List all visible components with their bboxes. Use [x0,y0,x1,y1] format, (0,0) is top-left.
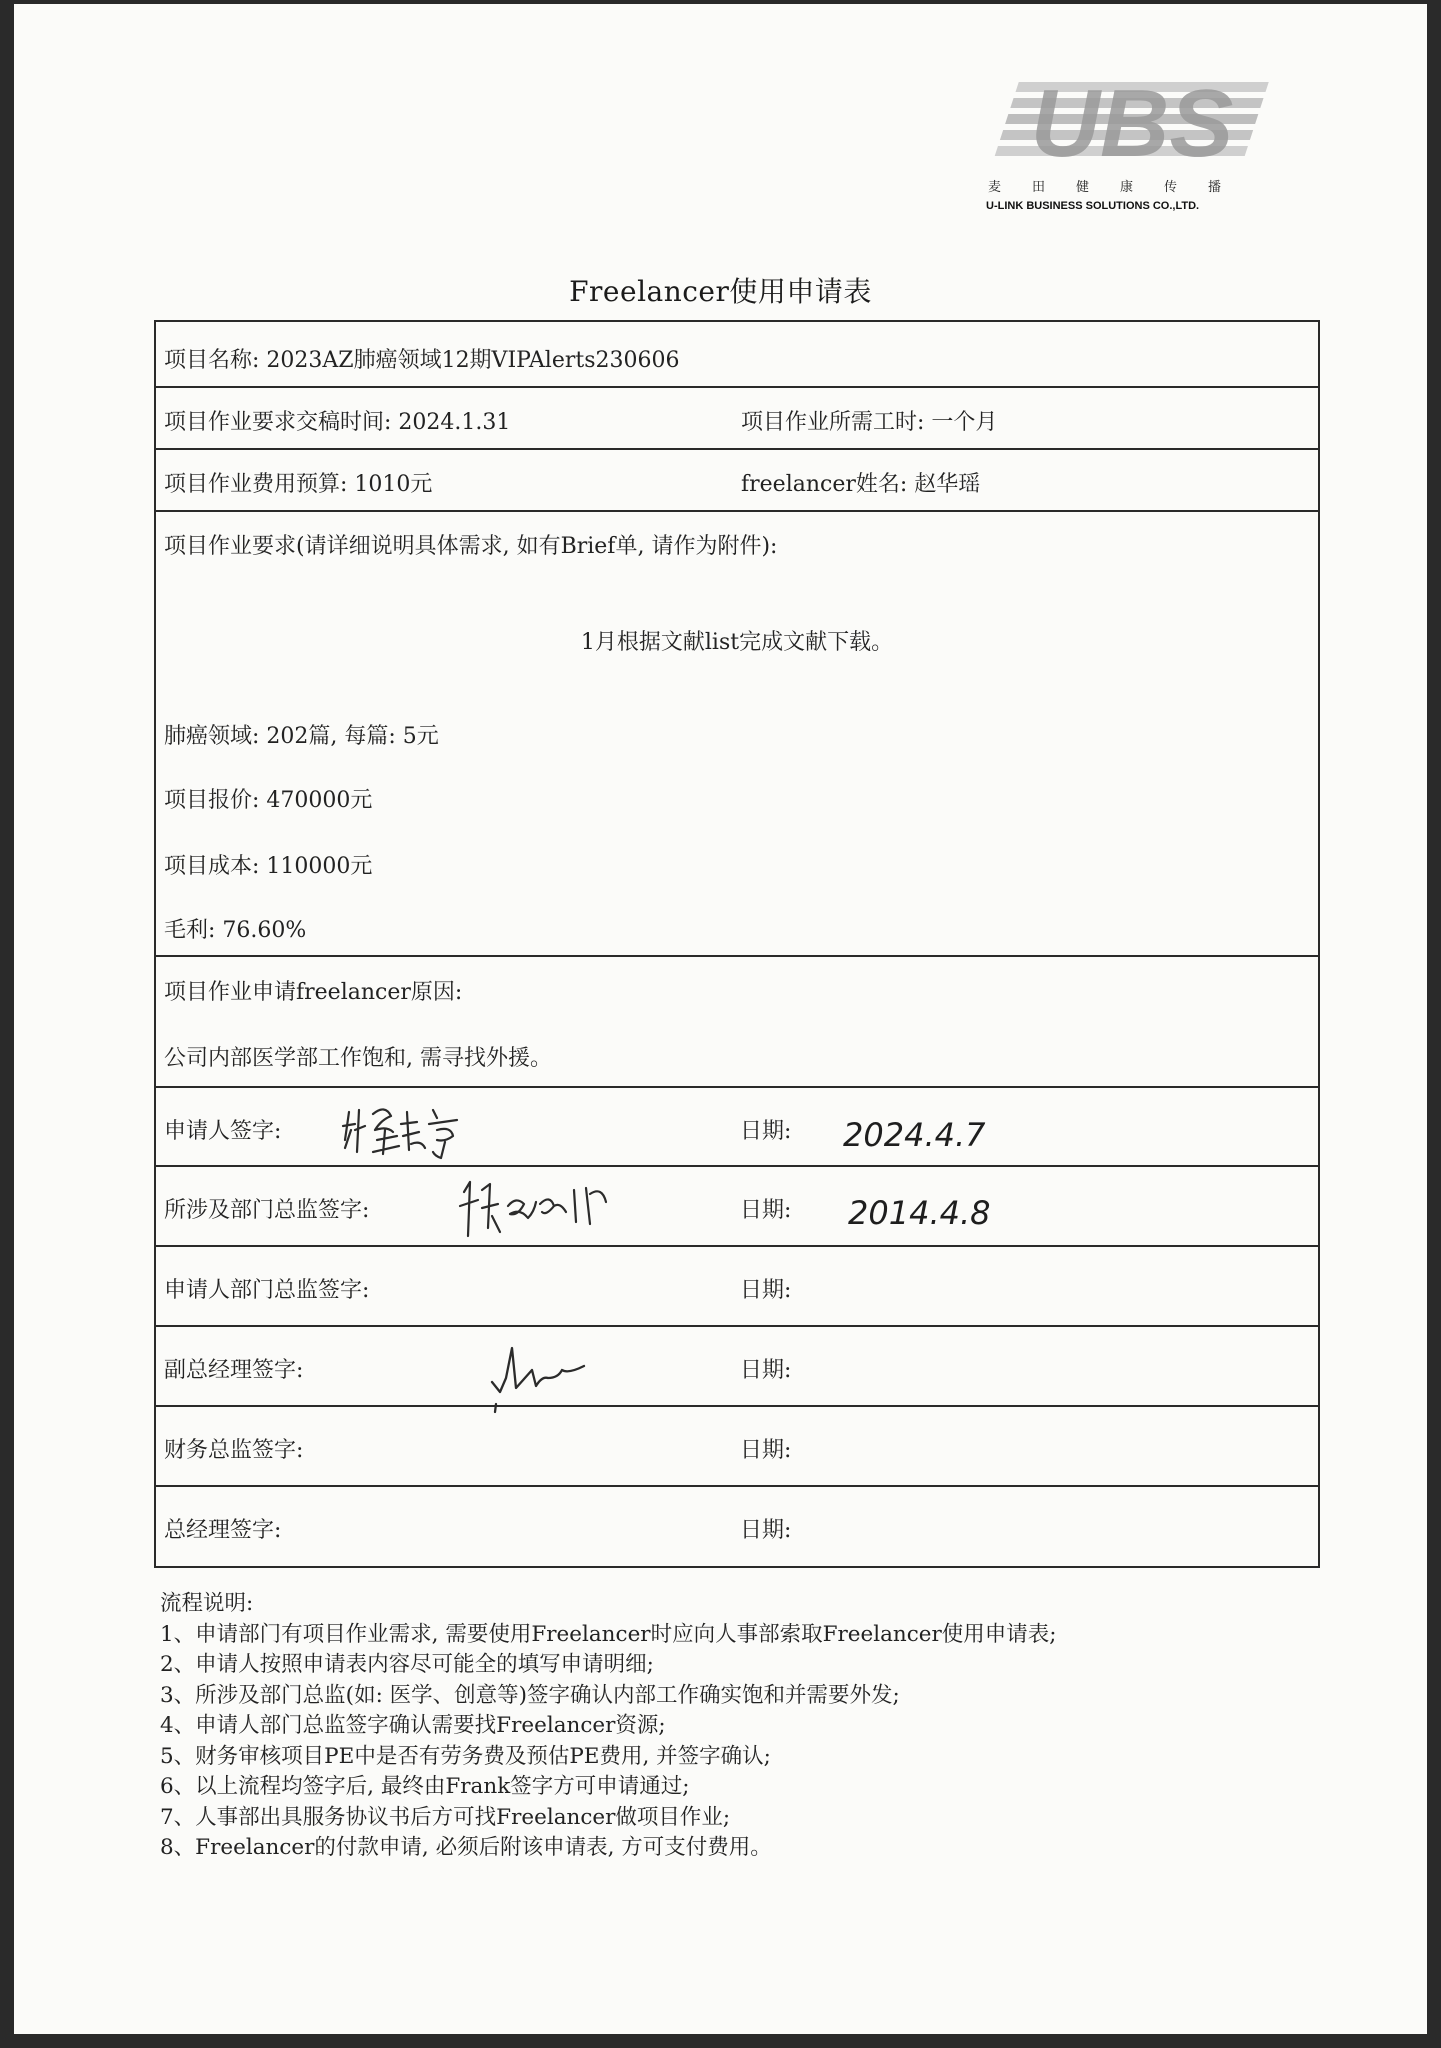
process-title: 流程说明: [160,1591,254,1616]
gm-signature-label: 总经理签字: [164,1518,282,1543]
row-divider [156,1325,1318,1327]
process-step: 6、以上流程均签字后, 最终由Frank签字方可申请通过; [160,1774,690,1799]
process-step: 3、所涉及部门总监(如: 医学、创意等)签字确认内部工作确实饱和并需要外发; [160,1682,900,1708]
date-label: 日期: [740,1119,792,1144]
project-name: 项目名称: 2023AZ肺癌领域12期VIPAlerts230606 [164,348,680,373]
form-title: Freelancer使用申请表 [569,275,872,308]
form-page [14,4,1427,2034]
process-notes [160,1589,1340,1864]
work-duration: 项目作业所需工时: 一个月 [741,410,998,435]
date-label: 日期: [740,1278,792,1303]
process-step: 2、申请人按照申请表内容尽可能全的填写申请明细; [160,1652,654,1677]
row-divider [156,1245,1318,1247]
row-divider [156,1485,1318,1487]
field-pricing: 肺癌领域: 202篇, 每篇: 5元 [164,724,439,749]
company-logo [972,72,1292,222]
applicant-signature-label: 申请人签字: [164,1119,282,1144]
applicant-dept-director-signature-label: 申请人部门总监签字: [164,1278,370,1303]
date-value: 2014.4.8 [848,1194,991,1232]
requirement-text: 1月根据文献list完成文献下载。 [580,630,894,655]
row-divider [156,386,1318,388]
gross-margin: 毛利: 76.60% [164,918,307,943]
process-step: 5、财务审核项目PE中是否有劳务费及预估PE费用, 并签字确认; [160,1743,771,1769]
freelancer-name: freelancer姓名: 赵华瑶 [741,472,981,497]
date-label: 日期: [740,1438,792,1463]
applicant-sign-date [841,1104,1021,1162]
date-label: 日期: [740,1198,792,1223]
logo-en-name: U-LINK BUSINESS SOLUTIONS CO.,LTD. [986,200,1200,212]
svg-text:UBS: UBS [1030,72,1234,172]
logo-cn-name: 麦田健康传播 [988,180,1253,195]
row-divider [156,510,1318,512]
application-form-table [154,320,1320,1568]
project-quote: 项目报价: 470000元 [164,788,373,813]
requirement-label: 项目作业要求(请详细说明具体需求, 如有Brief单, 请作为附件): [164,534,778,559]
dept-director-handwritten-signature [456,1172,616,1242]
cfo-signature-label: 财务总监签字: [164,1438,304,1463]
row-divider [156,1086,1318,1088]
date-value: 2024.4.7 [843,1116,986,1154]
process-step: 4、申请人部门总监签字确认需要找Freelancer资源; [160,1713,666,1738]
process-step: 1、申请部门有项目作业需求, 需要使用Freelancer时应向人事部索取Freelancer使用申请表; [160,1621,1057,1647]
dept-director-signature-label: 所涉及部门总监签字: [164,1198,370,1223]
process-step: 7、人事部出具服务协议书后方可找Freelancer做项目作业; [160,1804,731,1830]
vp-signature-label: 副总经理签字: [164,1358,304,1383]
applicant-handwritten-signature [341,1100,471,1160]
reason-label: 项目作业申请freelancer原因: [164,980,463,1005]
vp-handwritten-signature [486,1342,596,1414]
row-divider [156,1405,1318,1407]
project-cost: 项目成本: 110000元 [164,854,373,879]
process-step: 8、Freelancer的付款申请, 必须后附该申请表, 方可支付费用。 [160,1835,772,1860]
row-divider [156,448,1318,450]
ubs-logo-mark [982,72,1282,172]
date-label: 日期: [740,1358,792,1383]
deadline: 项目作业要求交稿时间: 2024.1.31 [164,410,511,435]
row-divider [156,1165,1318,1167]
budget: 项目作业费用预算: 1010元 [164,472,433,497]
reason-text: 公司内部医学部工作饱和, 需寻找外援。 [164,1046,552,1071]
row-divider [156,955,1318,957]
dept-director-sign-date [846,1180,1046,1240]
date-label: 日期: [740,1518,792,1543]
